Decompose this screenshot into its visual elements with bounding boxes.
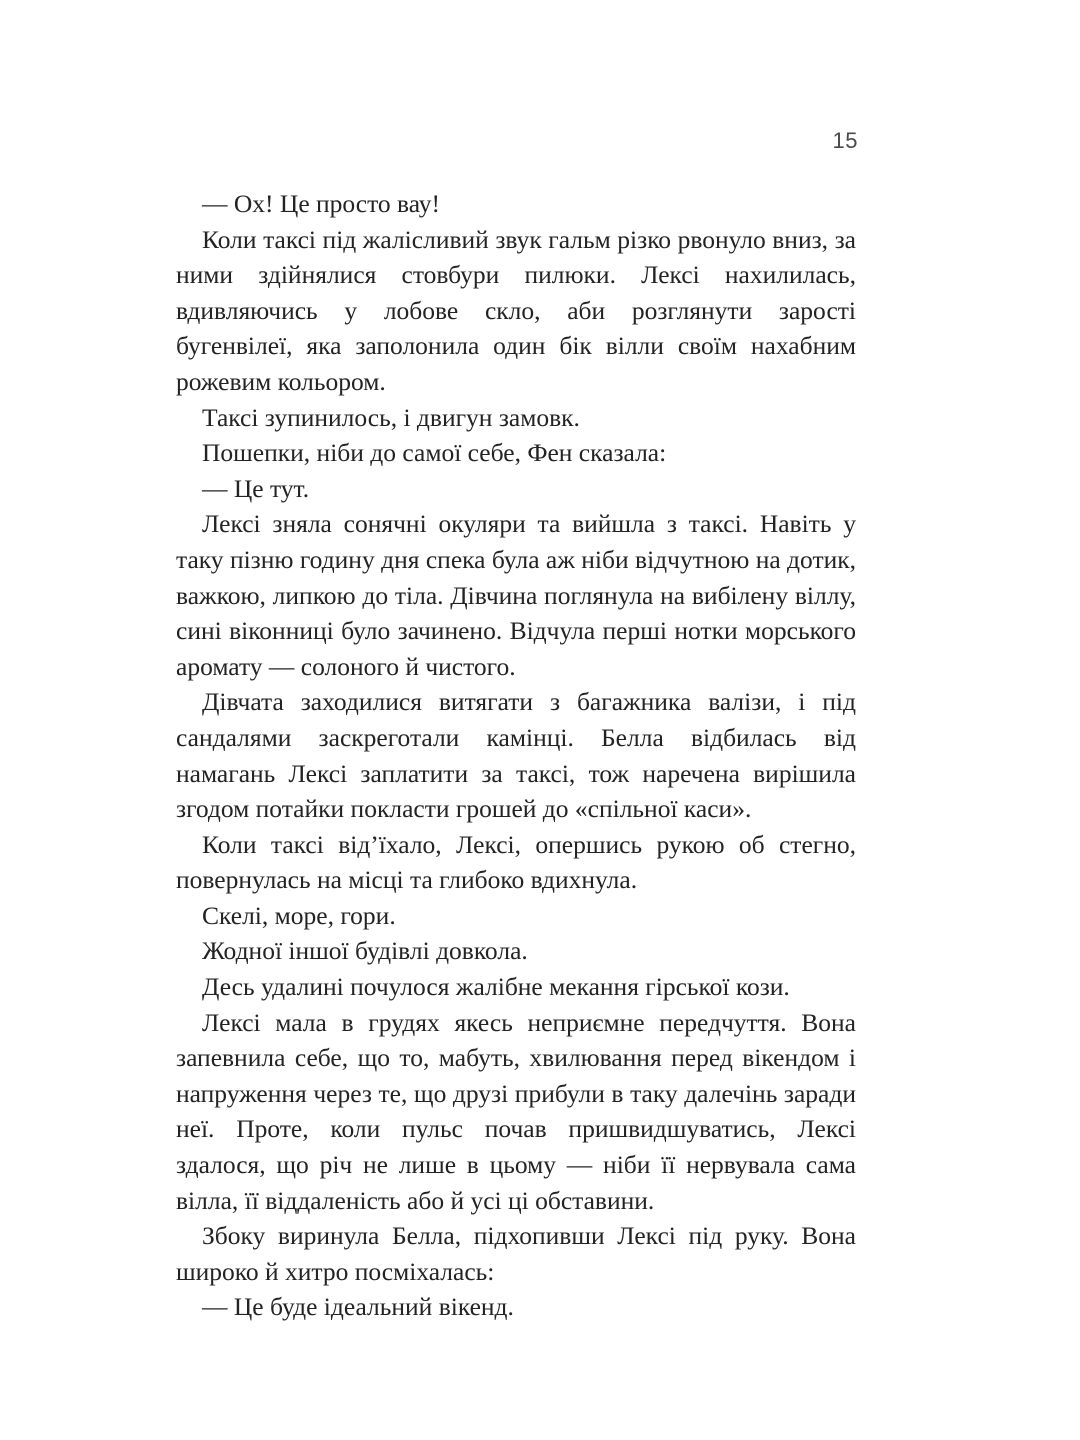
paragraph: — Це тут. (202, 473, 310, 503)
paragraph: Дівчата заходилися витягати з багажника валізи, і під сандалями заскреготали камінці. Белла відбилась від намагань Лексі заплатити за таксі, тож наречена вирішила згодом потайки покласти грошей до «спільної каси». (176, 687, 856, 824)
paragraph: — Ох! Це просто вау! (202, 189, 441, 218)
paragraph: Жодної іншої будівлі довкола. (202, 936, 528, 966)
paragraph: Десь удалині почулося жалібне мекання гірської кози. (202, 972, 790, 1002)
paragraph: — Це буде ідеальний вікенд. (202, 1292, 514, 1322)
paragraph: Коли таксі під жалісливий звук гальм різко рвонуло вниз, за ними здійнялися стовбури пилюки. Лексі нахилилась, вдивляючись у лобове скло, аби розглянути зарості бугенвілеї, яка заполонила один бік вілли своїм нахабним рожевим кольором. (176, 224, 856, 396)
paragraph: Коли таксі від’їхало, Лексі, опершись рукою об стегно, повернулась на місці та глибоко вдихнула. (176, 829, 856, 895)
paragraph: Скелі, море, гори. (202, 900, 396, 930)
paragraph: Лексі мала в грудях якесь неприємне передчуття. Вона запевнила себе, що то, мабуть, хвилювання перед вікендом і напруження через те, що друзі прибули в таку далечінь заради неї. Проте, коли пульс почав пришвидшуватись, Лексі здалося, що річ не лише в цьому — ніби її нервувала сама вілла, її віддаленість або й усі ці обставини. (176, 1007, 856, 1215)
body-text (176, 186, 856, 1325)
paragraph: Збоку виринула Белла, підхопивши Лексі під руку. Вона широко й хитро посміхалась: (176, 1221, 856, 1286)
page-number: 15 (832, 128, 858, 153)
paragraph: Пошепки, ніби до самої себе, Фен сказала: (202, 438, 667, 468)
paragraph: Лексі зняла сонячні окуляри та вийшла з таксі. Навіть у таку пізню годину дня спека була аж ніби відчутною на дотик, важкою, липкою до тіла. Дівчина поглянула на вибілену віллу, сині віконниці було зачинено. Відчула перші нотки морського аромату — солоного й чистого. (176, 509, 856, 681)
paragraph: Таксі зупинилось, і двигун замовк. (202, 402, 580, 432)
